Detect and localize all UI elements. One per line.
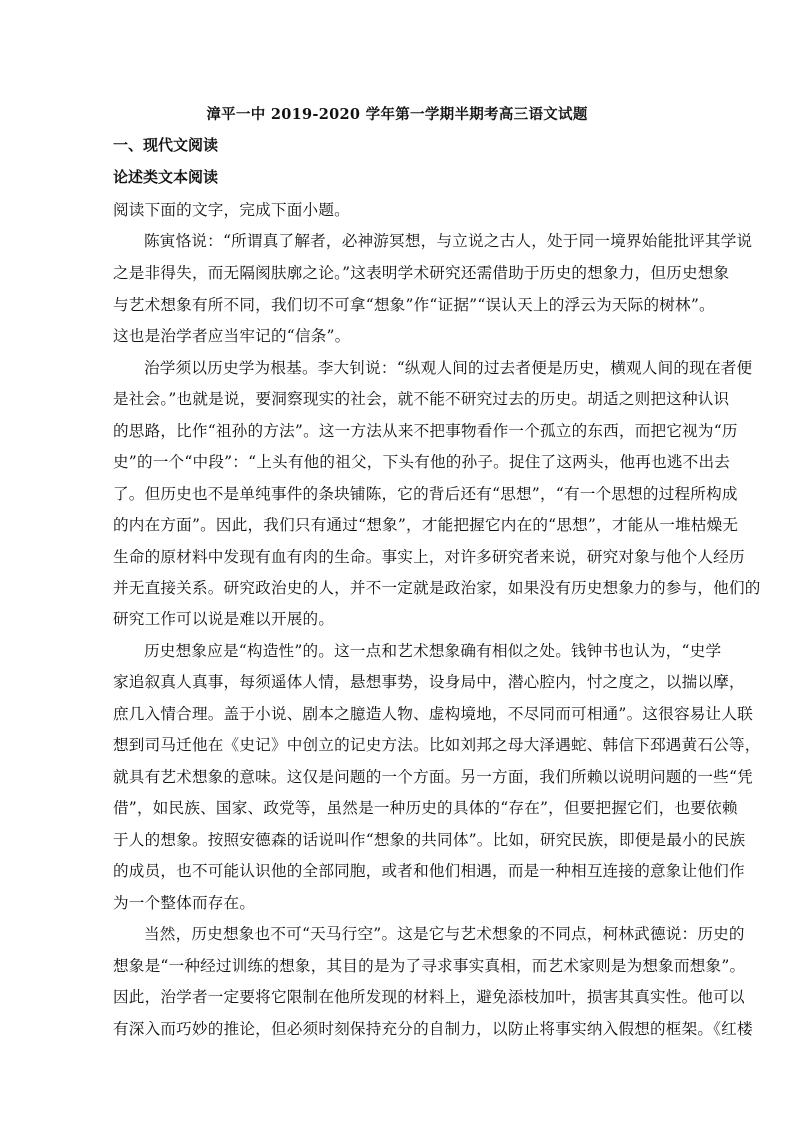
paragraph-line: 生命的原材料中发现有血有肉的生命。事实上，对许多研究者来说，研究对象与他个人经历	[113, 548, 745, 566]
paragraph-line: 之是非得失，而无隔阂肤廓之论。”这表明学术研究还需借助于历史的想象力，但历史想象	[113, 264, 730, 282]
paragraph-line: 于人的想象。按照安德森的话说叫作“想象的共同体”。比如，研究民族，即便是最小的民族	[113, 831, 746, 849]
paragraph-line: 了。但历史也不是单纯事件的条块铺陈，它的背后还有“思想”，“有一个思想的过程所构成	[113, 485, 738, 503]
paragraph-line: 因此，治学者一定要将它限制在他所发现的材料上，避免添枝加叶，损害其真实性。他可以	[113, 988, 745, 1006]
subsection-heading: 论述类文本阅读	[113, 168, 219, 186]
paragraph-line: 的内在方面”。因此，我们只有通过“想象”，才能把握它内在的“思想”，才能从一堆枯燥无	[113, 516, 739, 534]
instruction: 阅读下面的文字，完成下面小题。	[113, 201, 350, 219]
paragraph-line: 的成员，也不可能认识他的全部同胞，或者和他们相遇，而是一种相互连接的意象让他们作	[113, 862, 745, 880]
paragraph-line: 想到司马迁他在《史记》中创立的记史方法。比如刘邦之母大泽遇蛇、韩信下邳遇黄石公等，	[113, 736, 761, 754]
paragraph-line: 当然，历史想象也不可“天马行空”。这是它与艺术想象的不同点，柯林武德说：历史的	[144, 925, 745, 943]
paragraph-line: 借”，如民族、国家、政党等，虽然是一种历史的具体的“存在”，但要把握它们，也要依赖	[113, 799, 738, 817]
paragraph-line: 这也是治学者应当牢记的“信条”。	[113, 327, 351, 345]
paragraph-line: 并无直接关系。研究政治史的人，并不一定就是政治家，如果没有历史想象力的参与，他们的	[113, 579, 761, 597]
paragraph-line: 史”的一个“中段”：“上头有他的祖父，下头有他的孙子。捉住了这两头，他再也逃不出去	[113, 453, 731, 471]
paragraph-line: 是社会。”也就是说，要洞察现实的社会，就不能不研究过去的历史。胡适之则把这种认识	[113, 390, 730, 408]
paragraph-line: 历史想象应是“构造性”的。这一点和艺术想象确有相似之处。钱钟书也认为，“史学	[144, 642, 722, 660]
paragraph-line: 有深入而巧妙的推论，但必须时刻保持充分的自制力，以防止将事实纳入假想的框架。《红楼	[113, 1020, 753, 1038]
paragraph-line: 与艺术想象有所不同，我们切不可拿“想象”作“证据”“误认天上的浮云为天际的树林”。	[113, 296, 715, 314]
paragraph-line: 就具有艺术想象的意味。这仅是问题的一个方面。另一方面，我们所赖以说明问题的一些“凭	[113, 768, 753, 786]
paragraph-line: 庶几入情合理。盖于小说、剧本之臆造人物、虚构境地，不尽同而可相通”。这很容易让人联	[113, 705, 753, 723]
document-title: 漳平一中 2019-2020 学年第一学期半期考高三语文试题	[206, 106, 588, 123]
paragraph-line: 陈寅恪说：“所谓真了解者，必神游冥想，与立说之古人，处于同一境界始能批评其学说	[144, 232, 753, 250]
paragraph-line: 的思路，比作“祖孙的方法”。这一方法从来不把事物看作一个孤立的东西，而把它视为“历	[113, 422, 738, 440]
paragraph-line: 为一个整体而存在。	[113, 894, 256, 912]
paragraph-line: 治学须以历史学为根基。李大钊说：“纵观人间的过去者便是历史，横观人间的现在者便	[144, 359, 753, 377]
paragraph-line: 家追叙真人真事，每须遥体人情，悬想事势，设身局中，潜心腔内，忖之度之，以揣以摩，	[113, 673, 745, 691]
paragraph-line: 研究工作可以说是难以开展的。	[113, 610, 335, 628]
paragraph-line: 想象是“一种经过训练的想象，其目的是为了寻求事实真相，而艺术家则是为想象而想象”。	[113, 957, 746, 975]
section-heading: 一、现代文阅读	[113, 136, 219, 154]
